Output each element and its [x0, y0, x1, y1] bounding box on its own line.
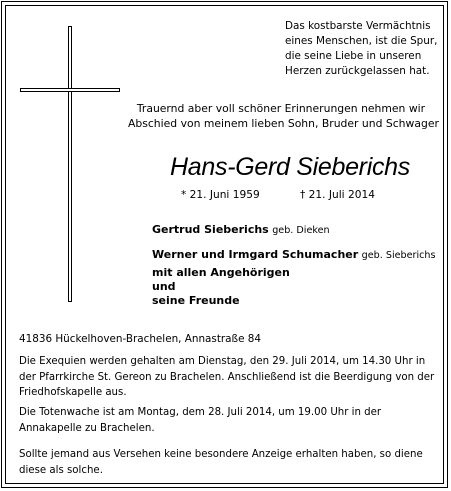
quote-line: eines Menschen, ist die Spur, [285, 35, 438, 47]
paragraph-line: Annakapelle zu Brachelen. [19, 422, 155, 434]
paragraph-line: diese als solche. [19, 464, 103, 476]
mourner-text: seine Freunde [152, 294, 240, 307]
paragraph-line: der Pfarrkirche St. Gereon zu Brachelen. Anschließend ist die Beerdigung von der [19, 371, 435, 383]
mourner-text: und [152, 280, 176, 293]
family-address: 41836 Hückelhoven-Brachelen, Annastraße 84 [19, 333, 262, 345]
cross-vertical-bar [68, 26, 72, 302]
funeral-service-paragraph [19, 354, 433, 401]
intro-line: Trauernd aber voll schöner Erinnerungen nehmen wir [136, 102, 426, 115]
mourner-note: geb. Dieken [272, 225, 330, 236]
intro-line: Abschied von meinem lieben Sohn, Bruder und Schwager [128, 117, 439, 130]
mourner-name: Gertrud Sieberichs [152, 223, 269, 236]
intro-text [128, 101, 439, 131]
memorial-quote [285, 19, 445, 79]
mourner-row [152, 280, 176, 293]
quote-line: Herzen zurückgelassen hat. [285, 65, 430, 77]
mourner-row [152, 294, 240, 307]
mourner-name: Werner und Irmgard Schumacher [152, 248, 359, 261]
paragraph-line: Friedhofskapelle aus. [19, 387, 127, 398]
mourner-text: mit allen Angehörigen [152, 266, 290, 279]
notice-paragraph [19, 447, 433, 478]
vigil-paragraph [19, 405, 433, 436]
paragraph-line: Sollte jemand aus Versehen keine besondere Anzeige erhalten haben, so diene [19, 449, 423, 460]
quote-line: Das kostbarste Vermächtnis [285, 20, 431, 32]
death-date: † 21. Juli 2014 [300, 189, 375, 201]
mourner-note: geb. Sieberichs [361, 250, 436, 261]
mourner-row [152, 266, 290, 279]
life-dates [181, 189, 375, 201]
mourner-row [152, 223, 330, 237]
paragraph-line: Die Totenwache ist am Montag, dem 28. Juli 2014, um 19.00 Uhr in der [19, 407, 382, 418]
quote-line: die seine Liebe in unseren [285, 50, 422, 62]
deceased-name: Hans-Gerd Sieberichs [170, 153, 410, 181]
birth-date: * 21. Juni 1959 [181, 189, 260, 201]
mourner-row [152, 248, 435, 262]
paragraph-line: Die Exequien werden gehalten am Dienstag, den 29. Juli 2014, um 14.30 Uhr in [19, 356, 426, 367]
